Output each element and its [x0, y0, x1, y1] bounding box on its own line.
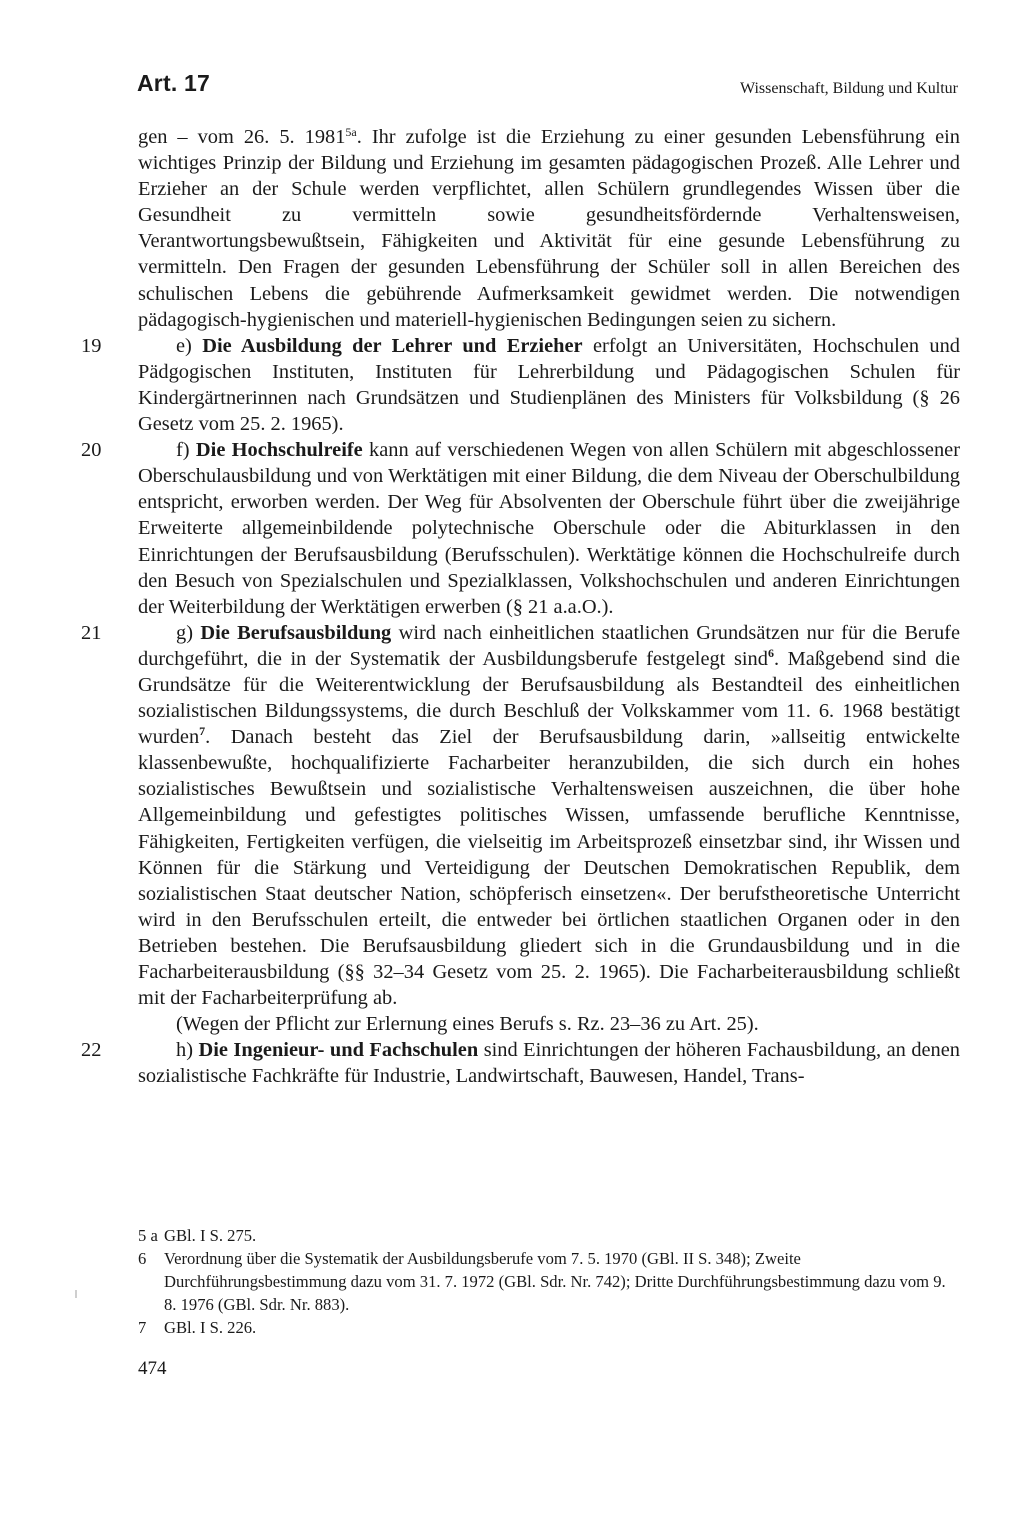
page-number: 474: [138, 1358, 167, 1379]
section-heading: Die Hochschulreife: [195, 439, 363, 462]
section-text: erfolgt an Universitäten, Hochschulen und Pädgogischen Instituten, Instituten für Lehrerbildung und Pädagogischen Schulen für Kindergärtnerinnen nach Grundsätzen und Studienplänen des Ministers für Volksbildung (§ 26 Gesetz vom 25. 2. 1965).: [138, 334, 960, 436]
section-text-part-2: . Maßgebend sind die Grundsätze für die Weiterentwicklung der Berufsausbildung als Bestandteil des einheitlichen sozialistischen Bildungssystems, die durch Beschluß der Volkskammer vom 11. 6. 1968 bestätigt wurden: [138, 647, 960, 749]
section-letter: h): [176, 1039, 193, 1062]
section-letter: g): [176, 621, 193, 644]
section-text-part-3: . Danach besteht das Ziel der Berufsausbildung darin, »allseitig entwickelte klassenbewußte, hochqualifizierte Facharbeiter heranzubilden, die sich durch ein hohes sozialistisches Bewußtsein und sozialistische Verhaltensweisen auszeichnen, die über hohe Allgemeinbildung und gefestigtes politisches Wissen, umfassende berufliche Kenntnisse, Fähigkeiten, Fertigkeiten verfügen, die vielseitig im Arbeitsprozeß einsetzbar sind, ihr Wissen und Können für die Stärkung und Verteidigung der Deutschen Demokratischen Republik, dem sozialistischen Staat deutscher Nation, schöpferisch einsetzen«. Der berufstheoretische Unterricht wird in den Berufsschulen erteilt, die entweder bei örtlichen staatlichen Organen oder in den Betrieben bestehen. Die Berufsausbildung gliedert sich in die Grundausbildung und in die Facharbeiterausbildung (§§ 32–34 Gesetz vom 25. 2. 1965). Die Facharbeiterausbildung schließt mit der Facharbeiterprüfung ab.: [138, 726, 960, 1010]
section-f: [81, 437, 960, 620]
intro-text-start: gen – vom 26. 5. 1981: [138, 126, 346, 148]
section-text: kann auf verschiedenen Wegen von allen Schülern mit abgeschlossener Oberschulausbildung und von Werktätigen mit einer Bildung, die dem Niveau der Oberschulbildung entspricht, erworben werden. Der Weg für Absolventen der Oberschule führt über die zweijährige Erweiterte allgemeinbildende polytechnische Oberschule oder die Abiturklassen in den Einrichtungen der Berufsausbildung (Berufsschulen). Werktätige können die Hochschulreife durch den Besuch von Spezialschulen und Spezialklassen, Volkshochschulen und anderen Einrichtungen der Weiterbildung der Werktätigen erwerben (§ 21 a.a.O.).: [138, 439, 960, 618]
footnote-number: 7: [138, 1318, 147, 1337]
section-g: [81, 620, 960, 1011]
intro-paragraph: [138, 124, 960, 333]
footnote-number: 6: [138, 1249, 147, 1268]
article-number: Art. 17: [137, 70, 210, 96]
margin-mark: [75, 1290, 77, 1298]
footnote-number: 5 a: [138, 1226, 158, 1245]
section-g-note: (Wegen der Pflicht zur Erlernung eines Berufs s. Rz. 23–36 zu Art. 25).: [176, 1013, 759, 1036]
margin-number-21: 21: [81, 621, 102, 644]
section-letter: f): [176, 439, 190, 462]
intro-text: . Ihr zufolge ist die Erziehung zu einer gesunden Lebensführung ein wichtiges Prinzip der Bildung und Erziehung im gesamten pädagogischen Prozeß. Alle Lehrer und Erzieher an der Schule werden verpflichtet, allen Schülern grundlegendes Wissen über die Gesundheit zu vermitteln sowie gesundheitsfördernde Verhaltensweisen, Verantwortungsbewußtsein, Fähigkeiten und Aktivität für eine gesunde Lebensführung zu vermitteln. Den Fragen der gesunden Lebensführung der Schüler soll in allen Bereichen des schulischen Lebens die gebührende Aufmerksamkeit gewidmet werden. Die notwendigen pädagogisch-hygienischen und materiell-hygienischen Bedingungen seien zu sichern.: [138, 126, 960, 331]
footnotes: [138, 1224, 960, 1339]
section-heading: Die Berufsausbildung: [200, 621, 392, 644]
footnote-ref-6: 6: [767, 645, 774, 660]
footnote-5a: [138, 1224, 960, 1247]
footnote-text: GBl. I S. 226.: [164, 1318, 257, 1337]
footnote-ref-5a: 5a: [345, 125, 357, 139]
section-text: sind Einrichtungen der höheren Fachausbildung, an denen sozialistische Fachkräfte für Industrie, Landwirtschaft, Bauwesen, Handel, Trans-: [138, 1039, 960, 1088]
section-e: [81, 333, 960, 437]
footnote-ref-7: 7: [199, 724, 206, 739]
section-heading: Die Ausbildung der Lehrer und Erzieher: [202, 334, 583, 357]
margin-number-20: 20: [81, 439, 102, 462]
footnote-7: [138, 1316, 960, 1339]
section-letter: e): [176, 334, 192, 357]
footnote-6: [138, 1247, 960, 1316]
margin-number-19: 19: [81, 334, 102, 357]
margin-number-22: 22: [81, 1039, 102, 1062]
running-head: Wissenschaft, Bildung und Kultur: [740, 80, 958, 97]
section-h: [81, 1037, 960, 1089]
main-text: [81, 124, 960, 1089]
section-heading: Die Ingenieur- und Fachschulen: [198, 1039, 479, 1062]
footnote-text: GBl. I S. 275.: [164, 1226, 257, 1245]
section-text-part-1: wird nach einheitlichen staatlichen Grundsätzen nur für die Berufe durchgeführt, die in der Systematik der Ausbildungsberufe festgelegt sind: [138, 621, 960, 670]
footnote-text: Verordnung über die Systematik der Ausbildungsberufe vom 7. 5. 1970 (GBl. II S. 348); Zweite Durchführungsbestimmung dazu vom 31. 7. 1972 (GBl. Sdr. Nr. 742); Dritte Durchführungsbestimmung dazu vom 9. 8. 1976 (GBl. Sdr. Nr. 883).: [164, 1249, 946, 1314]
